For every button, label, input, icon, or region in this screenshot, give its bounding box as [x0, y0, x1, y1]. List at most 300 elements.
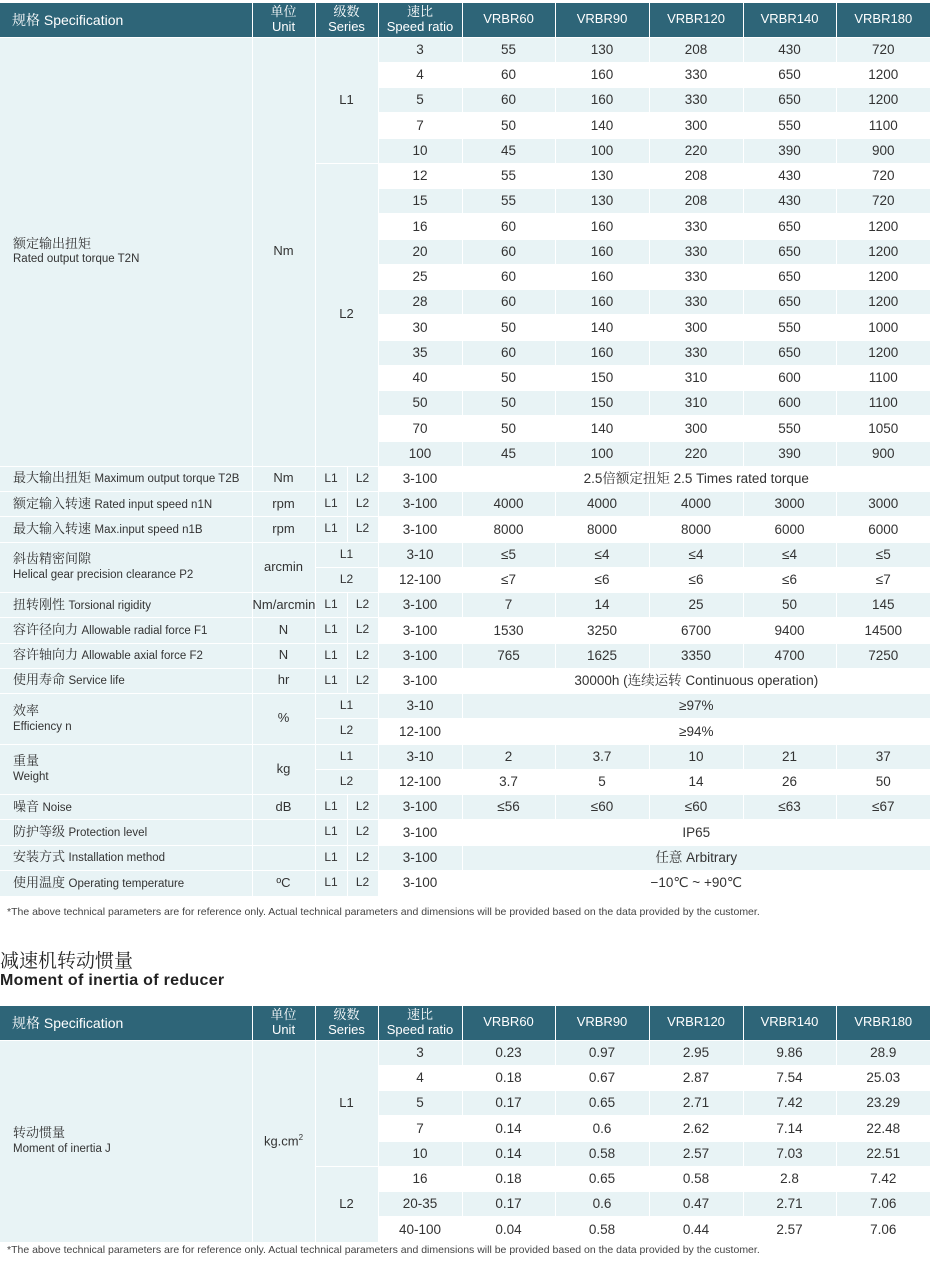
header-model-vrbr90: VRBR90: [555, 3, 649, 37]
value-cell: 310: [649, 365, 743, 390]
value-cell: 140: [555, 416, 649, 441]
spec-name-cell: [0, 37, 252, 466]
value-cell: 55: [462, 163, 555, 188]
value-cell: 2.95: [649, 1040, 743, 1065]
ratio-cell: 30: [378, 315, 462, 340]
value-cell: 7.42: [836, 1166, 930, 1191]
spec-name-zh: 重量: [13, 753, 40, 769]
value-cell: 7: [462, 593, 555, 618]
value-cell: 0.17: [462, 1091, 555, 1116]
value-cell: 60: [462, 290, 555, 315]
value-cell: 1100: [836, 365, 930, 390]
ratio-cell: 3-10: [378, 744, 462, 769]
spec-name-en: Helical gear precision clearance P2: [13, 569, 194, 582]
value-cell: 130: [555, 163, 649, 188]
unit-cell: N: [252, 618, 315, 643]
unit-cell: kg: [252, 744, 315, 795]
unit-cell: Nm: [252, 466, 315, 491]
spec-name-zh: 额定输入转速: [13, 495, 92, 511]
value-cell: 208: [649, 163, 743, 188]
value-cell: 330: [649, 340, 743, 365]
value-cell: 1050: [836, 416, 930, 441]
table-row: [0, 870, 930, 895]
section-title-en: Moment of inertia of reducer: [0, 972, 225, 989]
value-cell: 160: [555, 239, 649, 264]
value-cell: 330: [649, 88, 743, 113]
table-row: [0, 37, 930, 62]
ratio-cell: 12-100: [378, 719, 462, 744]
value-cell: 330: [649, 290, 743, 315]
value-cell: 900: [836, 441, 930, 466]
value-cell: 2.57: [743, 1217, 836, 1242]
value-cell: 4700: [743, 643, 836, 668]
value-cell: 0.65: [555, 1166, 649, 1191]
value-cell: IP65: [462, 820, 930, 845]
ratio-cell: 10: [378, 138, 462, 163]
table-row: [0, 542, 930, 567]
value-cell: 7.03: [743, 1141, 836, 1166]
header-model-vrbr60: VRBR60: [462, 1006, 555, 1040]
value-cell: ≤7: [836, 567, 930, 592]
series-l2: L2: [347, 466, 378, 491]
value-cell: 2.62: [649, 1116, 743, 1141]
series-cell: L1: [315, 37, 378, 163]
value-cell: 430: [743, 189, 836, 214]
value-cell: 3250: [555, 618, 649, 643]
unit-cell: [252, 1040, 315, 1242]
value-cell: 430: [743, 163, 836, 188]
value-cell: 140: [555, 315, 649, 340]
value-cell: 1100: [836, 391, 930, 416]
value-cell: 160: [555, 290, 649, 315]
ratio-cell: 40: [378, 365, 462, 390]
spec-name-zh: 使用温度: [13, 874, 66, 890]
spec-name-en: Moment of inertia J: [13, 1143, 111, 1156]
value-cell: 160: [555, 88, 649, 113]
spec-name-en: Operating temperature: [68, 877, 185, 890]
value-cell: 160: [555, 264, 649, 289]
ratio-cell: 3-100: [378, 618, 462, 643]
spec-name-cell: [0, 845, 252, 870]
series-cell: L2: [315, 163, 378, 466]
value-cell: 45: [462, 441, 555, 466]
value-cell: 2.71: [743, 1192, 836, 1217]
value-cell: 300: [649, 113, 743, 138]
value-cell: 55: [462, 189, 555, 214]
value-cell: 25: [649, 593, 743, 618]
ratio-cell: 4: [378, 1065, 462, 1090]
series-l2: L2: [347, 795, 378, 820]
value-cell: 650: [743, 62, 836, 87]
unit-cell: arcmin: [252, 542, 315, 593]
value-cell: 720: [836, 163, 930, 188]
value-cell: 150: [555, 365, 649, 390]
series-l1: L1: [315, 870, 347, 895]
value-cell: 0.58: [555, 1141, 649, 1166]
value-cell: 7.06: [836, 1192, 930, 1217]
value-cell: 3350: [649, 643, 743, 668]
value-cell: 9400: [743, 618, 836, 643]
value-cell: 26: [743, 769, 836, 794]
ratio-cell: 12-100: [378, 567, 462, 592]
value-cell: 160: [555, 214, 649, 239]
spec-name-en: Service life: [68, 675, 125, 688]
spec-name-cell: [0, 542, 252, 593]
value-cell: 430: [743, 37, 836, 62]
value-cell: 60: [462, 239, 555, 264]
value-cell: 1200: [836, 264, 930, 289]
value-cell: 0.18: [462, 1166, 555, 1191]
value-cell: 8000: [555, 517, 649, 542]
series-l2: L2: [347, 820, 378, 845]
value-cell: ≤6: [649, 567, 743, 592]
value-cell: 310: [649, 391, 743, 416]
ratio-cell: 3-100: [378, 492, 462, 517]
value-cell: 0.6: [555, 1116, 649, 1141]
spec-name-en: Rated input speed n1N: [94, 498, 213, 511]
spec-name-en: Rated output torque T2N: [13, 253, 140, 266]
value-cell: 1200: [836, 62, 930, 87]
unit-cell: dB: [252, 795, 315, 820]
spec-name-zh: 最大输出扭矩: [13, 470, 92, 486]
value-cell: 208: [649, 37, 743, 62]
ratio-cell: 3-100: [378, 795, 462, 820]
value-cell: 2.5倍额定扭矩 2.5 Times rated torque: [462, 466, 930, 491]
ratio-cell: 3-100: [378, 517, 462, 542]
value-cell: 0.65: [555, 1091, 649, 1116]
value-cell: ≤4: [743, 542, 836, 567]
value-cell: 300: [649, 315, 743, 340]
value-cell: 1100: [836, 113, 930, 138]
unit-cell: ºC: [252, 870, 315, 895]
series-l2: L2: [347, 593, 378, 618]
series-l2: L2: [347, 492, 378, 517]
value-cell: 330: [649, 62, 743, 87]
spec-name-zh: 转动惯量: [13, 1125, 66, 1141]
value-cell: 140: [555, 113, 649, 138]
series-cell: L1: [315, 1040, 378, 1166]
ratio-cell: 100: [378, 441, 462, 466]
series-l1: L1: [315, 466, 347, 491]
table-row: [0, 593, 930, 618]
value-cell: 60: [462, 214, 555, 239]
value-cell: 37: [836, 744, 930, 769]
value-cell: 0.04: [462, 1217, 555, 1242]
table-row: [0, 492, 930, 517]
value-cell: 60: [462, 88, 555, 113]
spec-name-zh: 斜齿精密间隙: [13, 551, 92, 567]
value-cell: 330: [649, 239, 743, 264]
value-cell: 4000: [555, 492, 649, 517]
value-cell: 1200: [836, 239, 930, 264]
value-cell: 650: [743, 239, 836, 264]
series-l1: L1: [315, 618, 347, 643]
value-cell: 0.44: [649, 1217, 743, 1242]
value-cell: 25.03: [836, 1065, 930, 1090]
value-cell: 1200: [836, 290, 930, 315]
spec-name-zh: 最大输入转速: [13, 520, 92, 536]
value-cell: 0.23: [462, 1040, 555, 1065]
value-cell: 1200: [836, 340, 930, 365]
series-cell: L1: [315, 694, 378, 719]
value-cell: 6700: [649, 618, 743, 643]
table-row: [0, 694, 930, 719]
inertia-table: [0, 1006, 930, 1242]
ratio-cell: 3: [378, 1040, 462, 1065]
ratio-cell: 5: [378, 88, 462, 113]
value-cell: 0.14: [462, 1116, 555, 1141]
value-cell: 60: [462, 62, 555, 87]
header-unit: 单位 Unit: [252, 3, 315, 37]
spec-name-zh: 噪音: [13, 798, 40, 814]
value-cell: ≤6: [743, 567, 836, 592]
value-cell: 50: [836, 769, 930, 794]
value-cell: 720: [836, 189, 930, 214]
footnote: *The above technical parameters are for reference only. Actual technical parameters and dimensions will be provided based on the data provided by the customer.: [7, 1244, 760, 1256]
value-cell: 100: [555, 138, 649, 163]
ratio-cell: 35: [378, 340, 462, 365]
value-cell: 2: [462, 744, 555, 769]
series-cell: L1: [315, 542, 378, 567]
value-cell: 0.6: [555, 1192, 649, 1217]
value-cell: ≥97%: [462, 694, 930, 719]
spec-name-en: Allowable radial force F1: [81, 624, 208, 637]
ratio-cell: 12: [378, 163, 462, 188]
spec-name-cell: [0, 820, 252, 845]
value-cell: 9.86: [743, 1040, 836, 1065]
value-cell: 3.7: [555, 744, 649, 769]
value-cell: 5: [555, 769, 649, 794]
value-cell: 7.54: [743, 1065, 836, 1090]
value-cell: ≥94%: [462, 719, 930, 744]
value-cell: 4000: [649, 492, 743, 517]
value-cell: 550: [743, 113, 836, 138]
header-model-vrbr140: VRBR140: [743, 1006, 836, 1040]
value-cell: 28.9: [836, 1040, 930, 1065]
value-cell: 50: [743, 593, 836, 618]
spec-name-en: Protection level: [68, 826, 148, 839]
spec-name-zh: 安装方式: [13, 849, 66, 865]
ratio-cell: 16: [378, 1166, 462, 1191]
series-cell: L2: [315, 769, 378, 794]
value-cell: 145: [836, 593, 930, 618]
value-cell: 7.06: [836, 1217, 930, 1242]
ratio-cell: 3-100: [378, 593, 462, 618]
value-cell: 650: [743, 88, 836, 113]
value-cell: 8000: [462, 517, 555, 542]
series-l2: L2: [347, 668, 378, 693]
header-model-vrbr90: VRBR90: [555, 1006, 649, 1040]
spec-name-en: Weight: [13, 771, 49, 784]
header-model-vrbr180: VRBR180: [836, 3, 930, 37]
header-model-vrbr120: VRBR120: [649, 1006, 743, 1040]
unit-cell: N: [252, 643, 315, 668]
ratio-cell: 15: [378, 189, 462, 214]
ratio-cell: 3-10: [378, 542, 462, 567]
ratio-cell: 20: [378, 239, 462, 264]
table-row: [0, 1040, 930, 1065]
spec-name-cell: [0, 795, 252, 820]
value-cell: 600: [743, 391, 836, 416]
ratio-cell: 3-100: [378, 643, 462, 668]
ratio-cell: 28: [378, 290, 462, 315]
value-cell: 2.87: [649, 1065, 743, 1090]
value-cell: −10℃ ~ +90℃: [462, 870, 930, 895]
table-row: [0, 845, 930, 870]
value-cell: 7.14: [743, 1116, 836, 1141]
value-cell: 720: [836, 37, 930, 62]
header-model-vrbr180: VRBR180: [836, 1006, 930, 1040]
spec-name-en: Maximum output torque T2B: [94, 473, 240, 486]
spec-name-cell: [0, 744, 252, 795]
value-cell: 6000: [836, 517, 930, 542]
ratio-cell: 3-10: [378, 694, 462, 719]
value-cell: 任意 Arbitrary: [462, 845, 930, 870]
value-cell: 330: [649, 214, 743, 239]
value-cell: 2.71: [649, 1091, 743, 1116]
ratio-cell: 50: [378, 391, 462, 416]
value-cell: 55: [462, 37, 555, 62]
value-cell: 220: [649, 138, 743, 163]
header-spec: 规格 Specification: [0, 3, 252, 37]
unit-cell: rpm: [252, 517, 315, 542]
table-row: [0, 517, 930, 542]
series-l2: L2: [347, 643, 378, 668]
spec-name-zh: 效率: [13, 702, 40, 718]
ratio-cell: 10: [378, 1141, 462, 1166]
value-cell: ≤6: [555, 567, 649, 592]
series-l1: L1: [315, 517, 347, 542]
value-cell: ≤63: [743, 795, 836, 820]
series-cell: L2: [315, 1166, 378, 1242]
value-cell: ≤5: [462, 542, 555, 567]
spec-name-cell: [0, 668, 252, 693]
value-cell: 0.67: [555, 1065, 649, 1090]
value-cell: 23.29: [836, 1091, 930, 1116]
ratio-cell: 3-100: [378, 668, 462, 693]
ratio-cell: 12-100: [378, 769, 462, 794]
header-unit: 单位 Unit: [252, 1006, 315, 1040]
value-cell: 650: [743, 340, 836, 365]
value-cell: 50: [462, 315, 555, 340]
series-l2: L2: [347, 845, 378, 870]
spec-name-en: Allowable axial force F2: [81, 650, 203, 663]
value-cell: 14: [555, 593, 649, 618]
spec-name-cell: [0, 466, 252, 491]
series-l1: L1: [315, 593, 347, 618]
spec-name-cell: [0, 643, 252, 668]
spec-name-cell: [0, 593, 252, 618]
value-cell: 1200: [836, 88, 930, 113]
unit-superscript: 2: [298, 1133, 304, 1143]
unit-text: kg.cm: [263, 1133, 299, 1149]
spec-name-cell: [0, 618, 252, 643]
value-cell: 1625: [555, 643, 649, 668]
value-cell: 6000: [743, 517, 836, 542]
spec-name-cell: [0, 492, 252, 517]
value-cell: 50: [462, 365, 555, 390]
ratio-cell: 20-35: [378, 1192, 462, 1217]
value-cell: 0.17: [462, 1192, 555, 1217]
section-title-zh: 减速机转动惯量: [0, 951, 134, 972]
value-cell: 130: [555, 189, 649, 214]
table-row: [0, 795, 930, 820]
value-cell: 100: [555, 441, 649, 466]
series-l2: L2: [347, 618, 378, 643]
series-cell: L2: [315, 567, 378, 592]
unit-cell: hr: [252, 668, 315, 693]
value-cell: 300: [649, 416, 743, 441]
value-cell: 2.8: [743, 1166, 836, 1191]
value-cell: 22.51: [836, 1141, 930, 1166]
value-cell: 390: [743, 441, 836, 466]
value-cell: 650: [743, 290, 836, 315]
series-l2: L2: [347, 517, 378, 542]
value-cell: ≤56: [462, 795, 555, 820]
spec-name-zh: 额定输出扭矩: [13, 235, 92, 251]
table-header-row: [0, 3, 930, 37]
value-cell: 60: [462, 264, 555, 289]
value-cell: ≤67: [836, 795, 930, 820]
value-cell: 390: [743, 138, 836, 163]
value-cell: 330: [649, 264, 743, 289]
series-l1: L1: [315, 668, 347, 693]
ratio-cell: 3-100: [378, 466, 462, 491]
specification-table: [0, 3, 930, 896]
value-cell: 160: [555, 62, 649, 87]
value-cell: 0.14: [462, 1141, 555, 1166]
value-cell: 0.47: [649, 1192, 743, 1217]
table-row: [0, 820, 930, 845]
ratio-cell: 7: [378, 1116, 462, 1141]
value-cell: 22.48: [836, 1116, 930, 1141]
unit-cell: Nm: [252, 37, 315, 466]
value-cell: 220: [649, 441, 743, 466]
ratio-cell: 4: [378, 62, 462, 87]
unit-cell: rpm: [252, 492, 315, 517]
spec-name-zh: 使用寿命: [13, 672, 66, 688]
spec-name-zh: 容许轴向力: [13, 647, 79, 663]
unit-cell: [252, 820, 315, 845]
unit-cell: %: [252, 694, 315, 745]
value-cell: ≤7: [462, 567, 555, 592]
value-cell: ≤5: [836, 542, 930, 567]
spec-name-zh: 容许径向力: [13, 621, 79, 637]
value-cell: ≤60: [649, 795, 743, 820]
ratio-cell: 3: [378, 37, 462, 62]
footnote: *The above technical parameters are for reference only. Actual technical parameters and dimensions will be provided based on the data provided by the customer.: [7, 906, 760, 918]
value-cell: 7250: [836, 643, 930, 668]
spec-name-en: Noise: [42, 801, 72, 814]
series-l1: L1: [315, 795, 347, 820]
series-cell: L1: [315, 744, 378, 769]
value-cell: 1530: [462, 618, 555, 643]
value-cell: 45: [462, 138, 555, 163]
table-row: [0, 618, 930, 643]
series-l1: L1: [315, 643, 347, 668]
header-spec: 规格 Specification: [0, 1006, 252, 1040]
table-row: [0, 643, 930, 668]
value-cell: 2.57: [649, 1141, 743, 1166]
header-model-vrbr120: VRBR120: [649, 3, 743, 37]
value-cell: 130: [555, 37, 649, 62]
ratio-cell: 3-100: [378, 870, 462, 895]
value-cell: 600: [743, 365, 836, 390]
value-cell: 50: [462, 391, 555, 416]
value-cell: 900: [836, 138, 930, 163]
table-row: [0, 744, 930, 769]
series-l1: L1: [315, 820, 347, 845]
